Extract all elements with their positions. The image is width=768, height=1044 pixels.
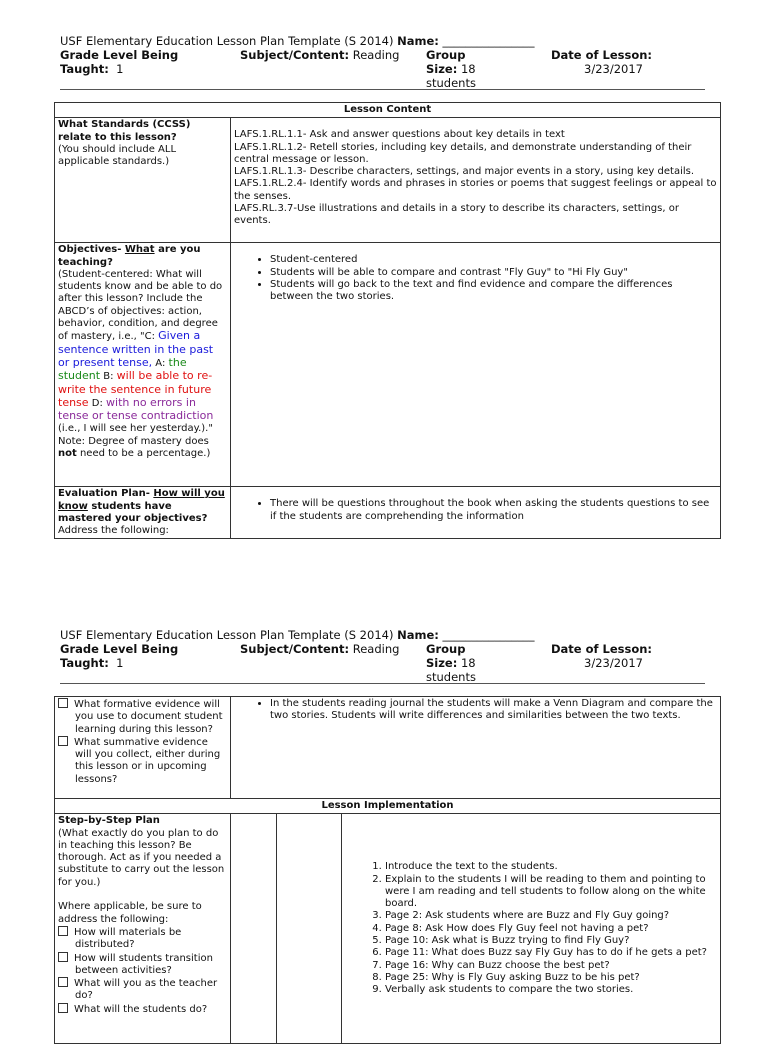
page1-lesson-table	[54, 102, 721, 539]
plan-step: 7. Page 16: Why can Buzz choose the best pet?	[385, 960, 717, 972]
header-rule	[60, 89, 705, 90]
date-value: 3/23/2017	[584, 656, 643, 670]
lesson-content-heading: Lesson Content	[55, 103, 721, 118]
taught-label: Taught:	[60, 656, 109, 670]
page2-lesson-table	[54, 696, 721, 1044]
checkbox-icon	[58, 1003, 68, 1013]
evidence-label	[55, 697, 231, 799]
plan-step: 2. Explain to the students I will be reading to them and pointing to were I am reading and tell students to follow along on the white board.	[385, 874, 717, 911]
subject-value: Reading	[352, 642, 400, 656]
plan-empty-col	[277, 814, 342, 1044]
grade-value: 1	[116, 62, 124, 76]
evaluation-label: Evaluation Plan- How will you know students have mastered your objectives? Address the following:	[55, 487, 231, 539]
checkbox-icon	[58, 736, 68, 746]
group-value-unit: students	[426, 670, 476, 684]
standards-list	[231, 118, 721, 243]
checkbox-icon	[58, 698, 68, 708]
plan-step: 3. Page 2: Ask students where are Buzz and Fly Guy going?	[385, 910, 717, 922]
grade-value: 1	[116, 656, 124, 670]
standards-label: What Standards (CCSS) relate to this lesson? (You should include ALL applicable standards.)	[55, 118, 231, 243]
name-label: Name:	[397, 628, 439, 642]
standard-item: LAFS.1.RL.2.4- Identify words and phrases in stories or poems that suggest feelings or appeal to the senses.	[234, 178, 717, 202]
plan-step: 6. Page 11: What does Buzz say Fly Guy has to do if he gets a pet?	[385, 947, 717, 959]
plan-step: 1. Introduce the text to the students.	[385, 861, 717, 873]
plan-step: 5. Page 10: Ask what is Buzz trying to find Fly Guy?	[385, 935, 717, 947]
objective-item: • Student-centered	[270, 254, 717, 266]
objective-degree: with no errors in tense or tense contradiction	[58, 395, 214, 423]
evidence-check-summative: What summative evidence will you collect, either during this lesson or in upcoming lessons?	[58, 736, 227, 786]
subject-label: Subject/Content:	[240, 642, 350, 656]
group-value: 18	[460, 62, 476, 76]
group-value-unit: students	[426, 76, 476, 90]
plan-step: 4. Page 8: Ask How does Fly Guy feel not having a pet?	[385, 923, 717, 935]
grade-label: Grade Level Being	[60, 642, 179, 656]
objectives-list	[231, 243, 721, 487]
checkbox-icon	[58, 977, 68, 987]
page1-header	[60, 34, 705, 90]
evidence-check-formative: What formative evidence will you use to document student learning during this lesson?	[58, 698, 227, 736]
plan-check: How will materials be distributed?	[58, 926, 227, 952]
objectives-label: Objectives- What are you teaching? (Student-centered: What will students know and be able to do after this lesson? Include the ABCD’s of objectives: action, behavior, condition, and degree of mastery, i.e., "C: Given a sentence written in the past or present tense, A: the student B: will be able to re-write the sentence in future tense D: with no errors in tense or tense contradiction (i.e., I will see her yesterday.)." Note: Degree of mastery does not need to be a percentage.)	[55, 243, 231, 487]
grade-label: Grade Level Being	[60, 48, 179, 62]
checkbox-icon	[58, 926, 68, 936]
group-value: 18	[460, 656, 476, 670]
plan-check: How will students transition between activities?	[58, 952, 227, 978]
plan-empty-col	[231, 814, 277, 1044]
objective-condition: Given a sentence written in the past or present tense,	[58, 329, 214, 369]
plan-steps	[342, 814, 721, 1044]
objective-item: • Students will go back to the text and find evidence and compare the differences between the two stories.	[270, 279, 717, 304]
date-label: Date of Lesson:	[551, 48, 653, 62]
evidence-item: • In the students reading journal the students will make a Venn Diagram and compare the two stories. Students will write differences and similarities between the two texts.	[270, 698, 717, 723]
standard-item: LAFS.RL.3.7-Use illustrations and details in a story to describe its characters, settings, or events.	[234, 203, 679, 227]
subject-label: Subject/Content:	[240, 48, 350, 62]
objective-behavior: will be able to re-write the sentence in future tense	[58, 369, 213, 409]
evaluation-item: • There will be questions throughout the book when asking the students questions to see if the students are comprehending the information	[270, 498, 717, 523]
group-label: Group	[426, 48, 466, 62]
objective-item: • Students will be able to compare and contrast "Fly Guy" to "Hi Fly Guy"	[270, 267, 717, 279]
plan-step: 8. Page 25: Why is Fly Guy asking Buzz to be his pet?	[385, 972, 717, 984]
date-value: 3/23/2017	[584, 62, 643, 76]
standard-item: LAFS.1.RL.1.2- Retell stories, including key details, and demonstrate understanding of their central message or lesson.	[234, 141, 692, 165]
taught-label: Taught:	[60, 62, 109, 76]
name-label: Name:	[397, 34, 439, 48]
name-blank: ________________	[442, 34, 535, 48]
date-label: Date of Lesson:	[551, 642, 653, 656]
checkbox-icon	[58, 952, 68, 962]
header-rule	[60, 683, 705, 684]
plan-check: What will you as the teacher do?	[58, 977, 227, 1003]
group-label: Group	[426, 642, 466, 656]
size-label: Size:	[426, 656, 458, 670]
plan-step: 9. Verbally ask students to compare the two stories.	[385, 984, 717, 996]
name-blank: ________________	[442, 628, 535, 642]
size-label: Size:	[426, 62, 458, 76]
standard-item: LAFS.1.RL.1.3- Describe characters, settings, and major events in a story, using key details.	[234, 166, 695, 178]
plan-label: Step-by-Step Plan (What exactly do you plan to do in teaching this lesson? Be thorough. Act as if you needed a substitute to carry out the lesson for you.) Where applicable, be sure to address the following: How will materials be distributed? How will students transition between activities? What will you as the teacher do? What will the students do?	[55, 814, 231, 1044]
evaluation-list	[231, 487, 721, 539]
page2-header	[60, 628, 705, 684]
evidence-list	[231, 697, 721, 799]
template-title: USF Elementary Education Lesson Plan Template (S 2014)	[60, 34, 394, 48]
template-title: USF Elementary Education Lesson Plan Template (S 2014)	[60, 628, 394, 642]
lesson-implementation-heading: Lesson Implementation	[55, 799, 721, 814]
standard-item: LAFS.1.RL.1.1- Ask and answer questions about key details in text	[234, 129, 565, 141]
subject-value: Reading	[352, 48, 400, 62]
plan-check: What will the students do?	[58, 1003, 227, 1016]
objective-audience: the student	[58, 355, 187, 383]
